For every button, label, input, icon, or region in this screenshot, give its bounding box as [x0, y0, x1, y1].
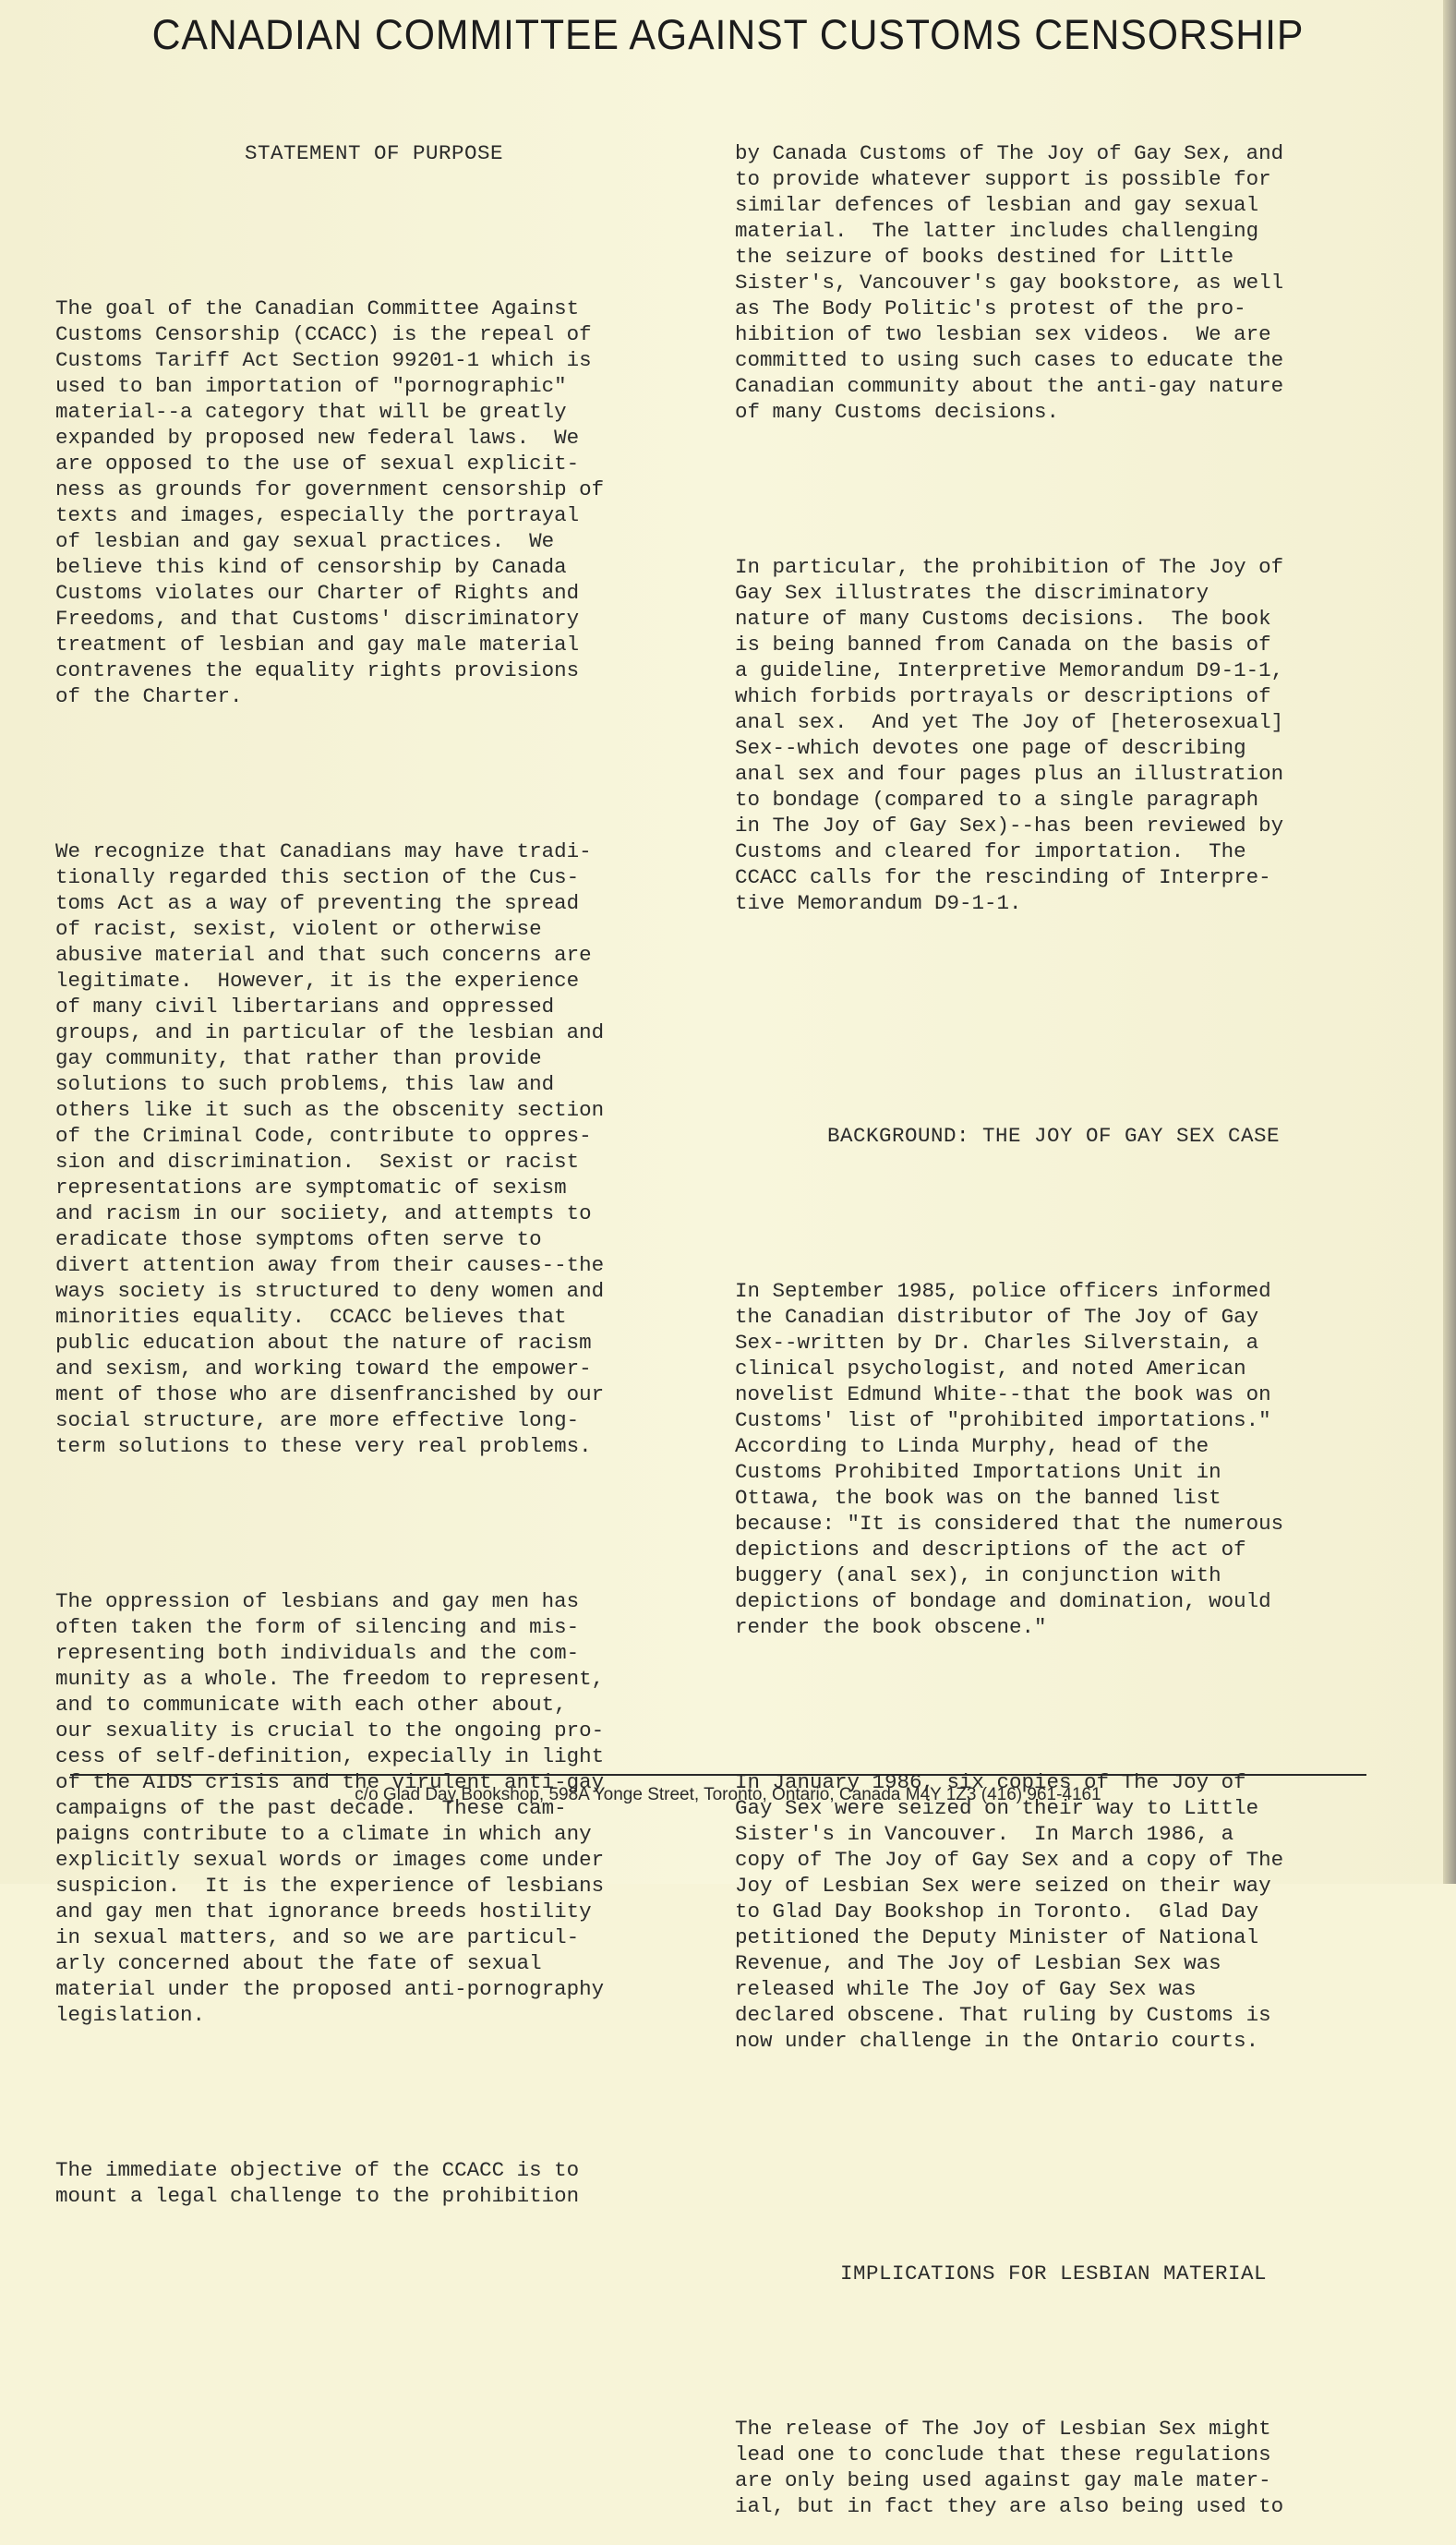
text-line: Customs and cleared for importation. The [735, 839, 1246, 863]
text-line: In January 1986, six copies of The Joy of [735, 1770, 1246, 1794]
text-line: public education about the nature of racism [55, 1331, 592, 1355]
text-line: We recognize that Canadians may have tradi- [55, 839, 592, 863]
text-line: a guideline, Interpretive Memorandum D9-1-1, [735, 658, 1284, 682]
text-line: in sexual matters, and so we are particul- [55, 1925, 580, 1949]
text-line: The oppression of lesbians and gay men has [55, 1589, 580, 1613]
text-line: Customs' list of "prohibited importations." [735, 1408, 1271, 1432]
text-line: Sister's in Vancouver. In March 1986, a [735, 1822, 1234, 1846]
text-line: material--a category that will be greatly [55, 400, 567, 424]
text-line: divert attention away from their causes--the [55, 1253, 605, 1277]
text-line: Freedoms, and that Customs' discriminatory [55, 607, 580, 631]
text-line: the Canadian distributor of The Joy of Gay [735, 1305, 1259, 1329]
text-line: groups, and in particular of the lesbian and [55, 1020, 605, 1044]
text-line: legitimate. However, it is the experience [55, 969, 580, 993]
text-line: are opposed to the use of sexual explicit- [55, 452, 580, 476]
text-line: of many Customs decisions. [735, 400, 1060, 424]
paragraph [735, 1278, 1372, 1640]
text-line: others like it such as the obscenity section [55, 1098, 605, 1122]
text-line: eradicate those symptoms often serve to [55, 1227, 542, 1251]
text-line: Sex--which devotes one page of describing [735, 736, 1246, 760]
text-line: petitioned the Deputy Minister of National [735, 1925, 1259, 1949]
text-line: anal sex and four pages plus an illustration [735, 762, 1284, 786]
text-line: clinical psychologist, and noted American [735, 1357, 1246, 1381]
text-line: minorities equality. CCACC believes that [55, 1305, 567, 1329]
text-line: ness as grounds for government censorship of [55, 477, 605, 501]
text-line: hibition of two lesbian sex videos. We are [735, 322, 1271, 346]
text-line: Sex--written by Dr. Charles Silverstain, a [735, 1331, 1259, 1355]
text-line: abusive material and that such concerns are [55, 943, 592, 967]
paragraph [735, 2416, 1372, 2519]
text-line: Ottawa, the book was on the banned list [735, 1486, 1221, 1510]
paragraph [735, 1769, 1372, 2054]
text-line: the seizure of books destined for Little [735, 245, 1234, 269]
text-line: as The Body Politic's protest of the pro- [735, 296, 1246, 320]
text-line: texts and images, especially the portrayal [55, 503, 580, 527]
text-line: Revenue, and The Joy of Lesbian Sex was [735, 1951, 1221, 1975]
text-line: munity as a whole. The freedom to represent, [55, 1667, 605, 1691]
text-line: and sexism, and working toward the empower- [55, 1357, 592, 1381]
text-line: depictions and descriptions of the act of [735, 1538, 1246, 1562]
text-line: contravenes the equality rights provisions [55, 658, 580, 682]
text-line: Customs Prohibited Importations Unit in [735, 1460, 1221, 1484]
masthead-title: CANADIAN COMMITTEE AGAINST CUSTOMS CENSORSHIP [151, 11, 1305, 58]
text-line: material under the proposed anti-pornography [55, 1977, 605, 2001]
text-line: of the AIDS crisis and the virulent anti-gay [55, 1770, 605, 1794]
text-line: social structure, are more effective long- [55, 1408, 580, 1432]
text-line: tionally regarded this section of the Cus- [55, 865, 580, 889]
text-line: copy of The Joy of Gay Sex and a copy of The [735, 1848, 1284, 1872]
statement-of-purpose-heading: STATEMENT OF PURPOSE [244, 141, 504, 165]
text-line: of racist, sexist, violent or otherwise [55, 917, 542, 941]
text-line: representing both individuals and the com- [55, 1641, 580, 1665]
paragraph [55, 296, 692, 709]
text-line: declared obscene. That ruling by Customs is [735, 2003, 1271, 2027]
footer-rule [70, 1774, 1366, 1776]
text-line: by Canada Customs of The Joy of Gay Sex, and [735, 141, 1284, 165]
text-line: CCACC calls for the rescinding of Interpre- [735, 865, 1271, 889]
text-line: are only being used against gay male mater- [735, 2468, 1271, 2492]
text-line: paigns contribute to a climate in which any [55, 1822, 592, 1846]
text-line: novelist Edmund White--that the book was on [735, 1382, 1271, 1406]
text-line: ways society is structured to deny women and [55, 1279, 605, 1303]
text-line: ment of those who are disenfrancished by our [55, 1382, 605, 1406]
text-line: and racism in our sociiety, and attempts to [55, 1201, 592, 1225]
text-line: believe this kind of censorship by Canada [55, 555, 567, 579]
text-line: Customs Tariff Act Section 99201-1 which is [55, 348, 592, 372]
text-line: because: "It is considered that the numerous [735, 1512, 1284, 1536]
text-line: lead one to conclude that these regulations [735, 2442, 1271, 2467]
text-line: arly concerned about the fate of sexual [55, 1951, 542, 1975]
text-line: representations are symptomatic of sexism [55, 1176, 567, 1200]
text-line: Gay Sex were seized on their way to Little [735, 1796, 1259, 1820]
text-line: expanded by proposed new federal laws. We [55, 426, 580, 450]
text-line: often taken the form of silencing and mis- [55, 1615, 580, 1639]
text-line: cess of self-definition, expecially in light [55, 1744, 605, 1768]
text-line: of lesbian and gay sexual practices. We [55, 529, 555, 553]
text-line: nature of many Customs decisions. The book [735, 607, 1271, 631]
text-line: Customs Censorship (CCACC) is the repeal of [55, 322, 592, 346]
text-line: to bondage (compared to a single paragraph [735, 788, 1259, 812]
text-line: term solutions to these very real problems. [55, 1434, 592, 1458]
text-line: The immediate objective of the CCACC is to [55, 2158, 580, 2182]
text-line: used to ban importation of "pornographic" [55, 374, 567, 398]
text-line: Customs violates our Charter of Rights and [55, 581, 580, 605]
text-line: ial, but in fact they are also being used to [735, 2494, 1284, 2518]
text-line: suspicion. It is the experience of lesbians [55, 1874, 605, 1898]
text-line: of the Criminal Code, contribute to oppres- [55, 1124, 592, 1148]
text-line: of many civil libertarians and oppressed [55, 995, 555, 1019]
text-line: in The Joy of Gay Sex)--has been reviewed by [735, 814, 1284, 838]
text-line: explicitly sexual words or images come under [55, 1848, 605, 1872]
paragraph [735, 554, 1372, 916]
page-edge [1443, 0, 1456, 1884]
text-line: toms Act as a way of preventing the spread [55, 891, 580, 915]
text-line: sion and discrimination. Sexist or racist [55, 1150, 580, 1174]
text-line: and to communicate with each other about, [55, 1693, 567, 1717]
text-line: According to Linda Murphy, head of the [735, 1434, 1209, 1458]
text-line: to Glad Day Bookshop in Toronto. Glad Day [735, 1900, 1259, 1924]
text-line: mount a legal challenge to the prohibition [55, 2184, 580, 2208]
paragraph [55, 1588, 692, 2028]
text-line: legislation. [55, 2003, 206, 2027]
right-column [735, 89, 1372, 2545]
text-line: buggery (anal sex), in conjunction with [735, 1563, 1221, 1587]
text-line: In particular, the prohibition of The Joy of [735, 555, 1284, 579]
text-line: to provide whatever support is possible for [735, 167, 1271, 191]
footer-address: c/o Glad Day Bookshop, 598A Yonge Street, Toronto, Ontario, Canada M4Y 1Z3 (416) 961-4161 [355, 1785, 1101, 1804]
background-heading: BACKGROUND: THE JOY OF GAY SEX CASE [826, 1124, 1281, 1148]
text-line: tive Memorandum D9-1-1. [735, 891, 1022, 915]
text-line: and gay men that ignorance breeds hostility [55, 1900, 592, 1924]
text-line: is being banned from Canada on the basis of [735, 633, 1271, 657]
text-line: which forbids portrayals or descriptions of [735, 684, 1271, 708]
text-line: Sister's, Vancouver's gay bookstore, as well [735, 271, 1284, 295]
text-line: released while The Joy of Gay Sex was [735, 1977, 1197, 2001]
text-line: depictions of bondage and domination, would [735, 1589, 1271, 1613]
text-line: campaigns of the past decade. These cam- [55, 1796, 567, 1820]
paragraph [55, 838, 692, 1459]
text-line: similar defences of lesbian and gay sexual [735, 193, 1259, 217]
text-line: gay community, that rather than provide [55, 1046, 542, 1070]
text-line: render the book obscene." [735, 1615, 1047, 1639]
text-line: treatment of lesbian and gay male material [55, 633, 580, 657]
text-line: now under challenge in the Ontario courts. [735, 2029, 1259, 2053]
implications-heading: IMPLICATIONS FOR LESBIAN MATERIAL [839, 2262, 1268, 2286]
text-line: Joy of Lesbian Sex were seized on their way [735, 1874, 1271, 1898]
text-line: anal sex. And yet The Joy of [heterosexual] [735, 710, 1284, 734]
text-line: Gay Sex illustrates the discriminatory [735, 581, 1209, 605]
left-column [55, 89, 692, 2235]
text-line: material. The latter includes challenging [735, 219, 1259, 243]
text-line: our sexuality is crucial to the ongoing pro- [55, 1719, 605, 1743]
text-line: In September 1985, police officers informed [735, 1279, 1271, 1303]
text-line: The goal of the Canadian Committee Against [55, 296, 580, 320]
text-line: solutions to such problems, this law and [55, 1072, 555, 1096]
text-line: of the Charter. [55, 684, 243, 708]
paragraph [55, 2157, 692, 2209]
paragraph [735, 140, 1372, 425]
text-line: The release of The Joy of Lesbian Sex might [735, 2417, 1271, 2441]
text-line: committed to using such cases to educate the [735, 348, 1284, 372]
text-line: Canadian community about the anti-gay nature [735, 374, 1284, 398]
